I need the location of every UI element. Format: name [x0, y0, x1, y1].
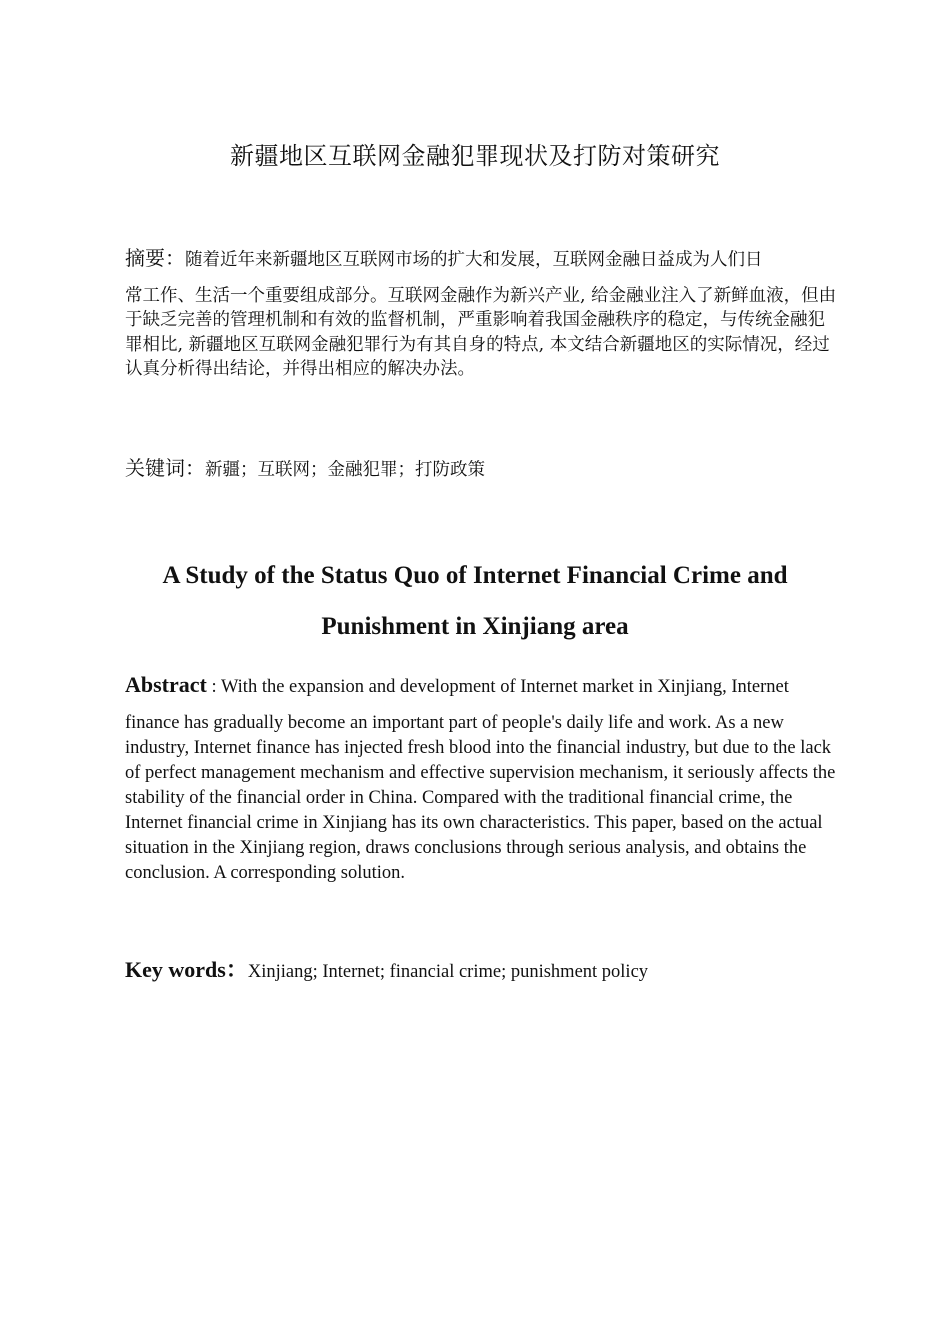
english-keywords-label: Key words：: [125, 957, 248, 982]
english-title-line2: Punishment in Xinjiang area: [321, 613, 629, 640]
chinese-keywords-text: 新疆；互联网；金融犯罪；打防政策: [205, 460, 485, 480]
chinese-keywords-label: 关键词：: [125, 456, 205, 480]
chinese-keywords: [125, 452, 485, 481]
english-abstract: [125, 672, 837, 886]
chinese-title: 新疆地区互联网金融犯罪现状及打防对策研究: [230, 142, 720, 170]
english-abstract-first-line: [125, 672, 837, 700]
chinese-abstract-body: 常工作、生活一个重要组成部分。互联网金融作为新兴产业, 给金融业注入了新鲜血液，但由于缺乏完善的管理机制和有效的监督机制，严重影响着我国金融秩序的稳定，与传统金融犯罪相比, 新疆地区互联网金融犯罪行为有其自身的特点, 本文结合新疆地区的实际情况，经过认真分析得出结论，并得出相应的解决办法。: [125, 285, 837, 379]
english-title: [0, 550, 950, 652]
chinese-abstract-line1: 随着近年来新疆地区互联网市场的扩大和发展，互联网金融日益成为人们日: [185, 250, 763, 270]
english-abstract-separator: :: [206, 677, 221, 697]
english-abstract-line1: With the expansion and development of Internet market in Xinjiang, Internet: [220, 677, 789, 697]
chinese-abstract: [125, 246, 837, 382]
english-abstract-body: finance has gradually become an important part of people's daily life and work. As a new industry, Internet finance has injected fresh blood into the financial industry, but due to the lack of perfect management mechanism and effective supervision mechanism, it seriously affects the stability of the financial order in China. Compared with the traditional financial crime, the Internet financial crime in Xinjiang has its own characteristics. This paper, based on the actual situation in the Xinjiang region, draws conclusions through serious analysis, and obtains the conclusion. A corresponding solution.: [125, 713, 836, 883]
english-abstract-label: Abstract: [125, 672, 207, 697]
chinese-abstract-first-line: [125, 246, 837, 273]
chinese-abstract-label: 摘要：: [125, 246, 185, 270]
english-keywords: [125, 953, 648, 984]
english-keywords-text: Xinjiang; Internet; financial crime; punishment policy: [247, 962, 649, 982]
english-title-line1: A Study of the Status Quo of Internet Financial Crime and: [162, 562, 788, 589]
